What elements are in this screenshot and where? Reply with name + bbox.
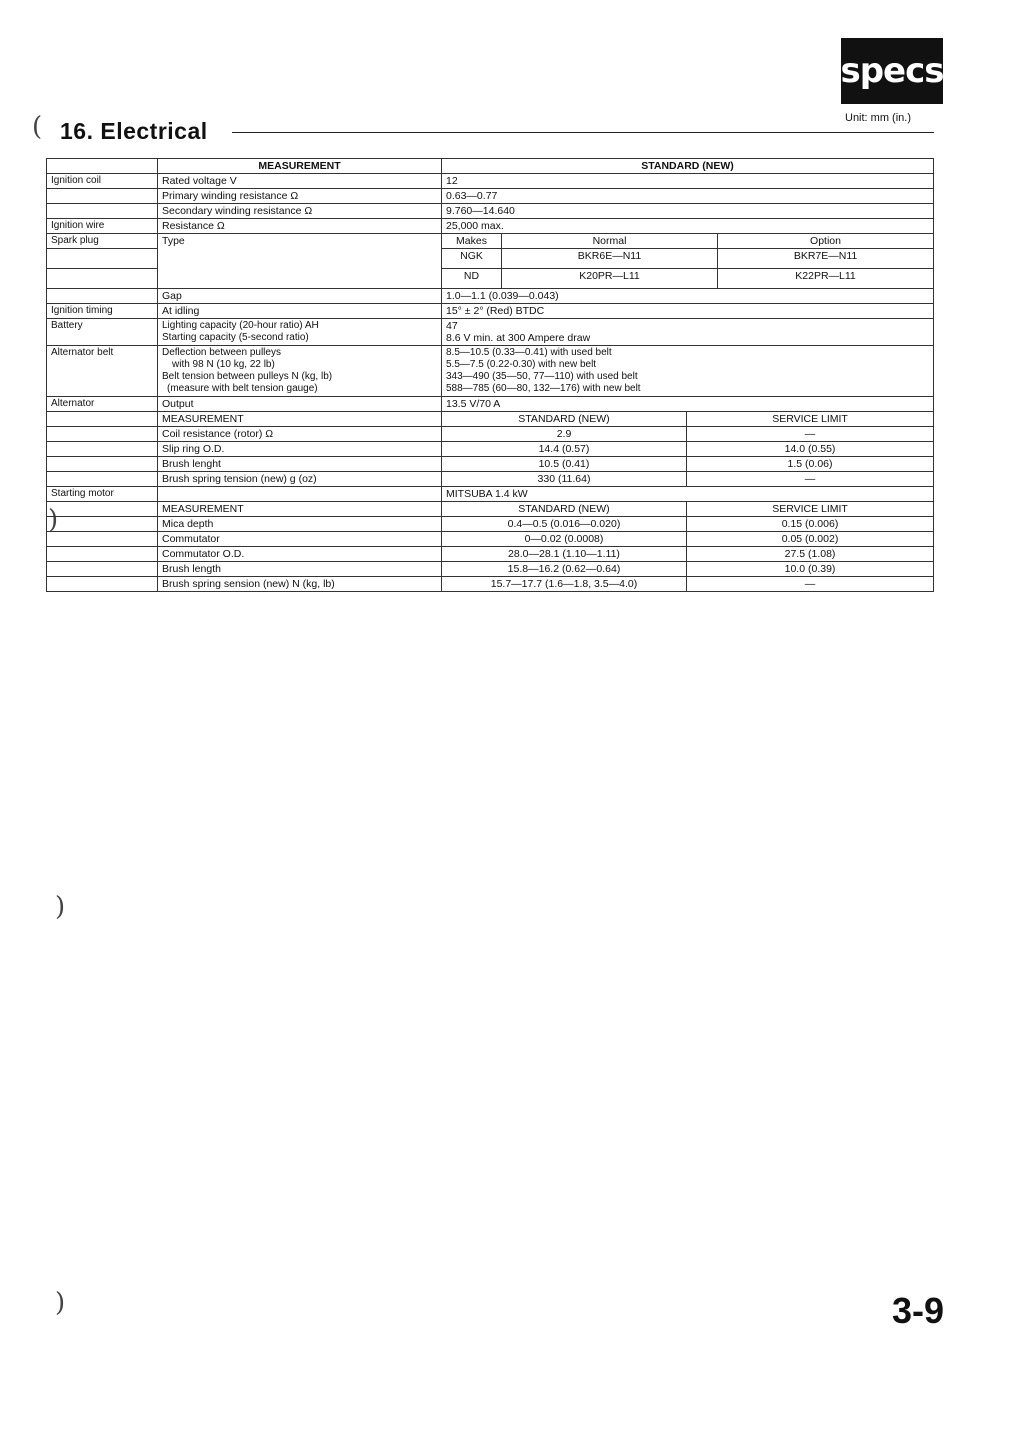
value-cell: 13.5 V/70 A xyxy=(442,397,934,412)
measurement-cell: Commutator O.D. xyxy=(158,547,442,562)
limit-cell: 10.0 (0.39) xyxy=(687,562,934,577)
option-plug-cell: BKR7E—N11 xyxy=(718,249,934,269)
table-row xyxy=(47,189,934,204)
deflection-new-value: 5.5—7.5 (0.22-0.30) with new belt xyxy=(446,359,597,370)
standard-cell: 0.4—0.5 (0.016—0.020) xyxy=(442,517,687,532)
measurement-cell: Gap xyxy=(158,289,442,304)
table-row xyxy=(47,517,934,532)
value-cell xyxy=(442,346,934,397)
value-cell: 9.760—14.640 xyxy=(442,204,934,219)
standard-cell: 10.5 (0.41) xyxy=(442,457,687,472)
make-cell: ND xyxy=(442,269,502,289)
binding-mark-mid: ) xyxy=(48,505,59,535)
deflection-label: Deflection between pulleys xyxy=(162,347,281,358)
standard-cell: 14.4 (0.57) xyxy=(442,442,687,457)
normal-header: Normal xyxy=(502,234,718,249)
category-ignition-timing: Ignition timing xyxy=(47,304,158,319)
unit-label: Unit: mm (in.) xyxy=(845,112,911,124)
section-title: 16. Electrical xyxy=(60,118,208,144)
option-plug-cell: K22PR—L11 xyxy=(718,269,934,289)
table-row xyxy=(47,319,934,346)
corner-cell xyxy=(47,159,158,174)
binding-mark-lower: ) xyxy=(55,892,66,922)
limit-cell: — xyxy=(687,577,934,592)
value-cell: MITSUBA 1.4 kW xyxy=(442,487,934,502)
table-row xyxy=(47,219,934,234)
sub-limit-header: SERVICE LIMIT xyxy=(687,412,934,427)
table-row xyxy=(47,304,934,319)
standard-cell: 28.0—28.1 (1.10—1.11) xyxy=(442,547,687,562)
measurement-cell: At idling xyxy=(158,304,442,319)
measurement-header: MEASUREMENT xyxy=(158,159,442,174)
tension-new-value: 588—785 (60—80, 132—176) with new belt xyxy=(446,383,641,394)
value-cell: 15° ± 2° (Red) BTDC xyxy=(442,304,934,319)
table-row xyxy=(47,487,934,502)
sub-measurement-header: MEASUREMENT xyxy=(158,502,442,517)
category-spark-plug: Spark plug xyxy=(47,234,158,249)
category-battery: Battery xyxy=(47,319,158,346)
table-header-row xyxy=(47,159,934,174)
table-row xyxy=(47,412,934,427)
starting-capacity-value: 8.6 V min. at 300 Ampere draw xyxy=(446,332,591,344)
table-row xyxy=(47,532,934,547)
tension-used-value: 343—490 (35—50, 77—110) with used belt xyxy=(446,371,638,382)
measurement-cell: Coil resistance (rotor) Ω xyxy=(158,427,442,442)
starting-capacity-label: Starting capacity (5-second ratio) xyxy=(162,332,309,343)
sub-measurement-header: MEASUREMENT xyxy=(158,412,442,427)
value-cell: 25,000 max. xyxy=(442,219,934,234)
standard-cell: 330 (11.64) xyxy=(442,472,687,487)
measurement-cell: Secondary winding resistance Ω xyxy=(158,204,442,219)
table-row xyxy=(47,174,934,189)
standard-cell: 2.9 xyxy=(442,427,687,442)
category-ignition-wire: Ignition wire xyxy=(47,219,158,234)
measurement-cell xyxy=(158,319,442,346)
specs-badge: specs xyxy=(841,38,943,104)
normal-plug-cell: BKR6E—N11 xyxy=(502,249,718,269)
table-row xyxy=(47,547,934,562)
belt-tension-note: (measure with belt tension gauge) xyxy=(167,383,318,394)
measurement-cell: Rated voltage V xyxy=(158,174,442,189)
binding-mark-bottom: ) xyxy=(55,1288,66,1318)
table-row xyxy=(47,397,934,412)
category-alternator: Alternator xyxy=(47,397,158,412)
measurement-cell: Commutator xyxy=(158,532,442,547)
table-row xyxy=(47,234,934,249)
measurement-cell: Type xyxy=(158,234,442,249)
table-row xyxy=(47,562,934,577)
deflection-used-value: 8.5—10.5 (0.33—0.41) with used belt xyxy=(446,347,612,358)
option-header: Option xyxy=(718,234,934,249)
table-row xyxy=(47,204,934,219)
title-rule xyxy=(232,132,934,133)
limit-cell: 0.05 (0.002) xyxy=(687,532,934,547)
deflection-load-label: with 98 N (10 kg, 22 lb) xyxy=(172,359,275,370)
measurement-cell: Slip ring O.D. xyxy=(158,442,442,457)
standard-cell: 15.7—17.7 (1.6—1.8, 3.5—4.0) xyxy=(442,577,687,592)
limit-cell: 0.15 (0.006) xyxy=(687,517,934,532)
binding-mark-top: ( xyxy=(32,112,43,142)
measurement-cell: Primary winding resistance Ω xyxy=(158,189,442,204)
measurement-cell: Output xyxy=(158,397,442,412)
standard-header: STANDARD (NEW) xyxy=(442,159,934,174)
limit-cell: 1.5 (0.06) xyxy=(687,457,934,472)
belt-tension-label: Belt tension between pulleys N (kg, lb) xyxy=(162,371,333,382)
table-row xyxy=(47,346,934,397)
sub-standard-header: STANDARD (NEW) xyxy=(442,502,687,517)
standard-cell: 15.8—16.2 (0.62—0.64) xyxy=(442,562,687,577)
table-row xyxy=(47,472,934,487)
standard-cell: 0—0.02 (0.0008) xyxy=(442,532,687,547)
category-starting-motor: Starting motor xyxy=(47,487,158,502)
measurement-cell: Mica depth xyxy=(158,517,442,532)
limit-cell: — xyxy=(687,472,934,487)
category-ignition-coil: Ignition coil xyxy=(47,174,158,189)
normal-plug-cell: K20PR—L11 xyxy=(502,269,718,289)
table-row xyxy=(47,502,934,517)
table-row xyxy=(47,442,934,457)
measurement-cell: Brush spring sension (new) N (kg, lb) xyxy=(158,577,442,592)
makes-header: Makes xyxy=(442,234,502,249)
measurement-cell: Brush spring tension (new) g (oz) xyxy=(158,472,442,487)
table-row xyxy=(47,427,934,442)
sub-limit-header: SERVICE LIMIT xyxy=(687,502,934,517)
lighting-capacity-value: 47 xyxy=(446,320,458,332)
value-cell: 0.63—0.77 xyxy=(442,189,934,204)
limit-cell: — xyxy=(687,427,934,442)
table-row xyxy=(47,577,934,592)
table-row xyxy=(47,249,934,269)
page-number: 3-9 xyxy=(892,1290,945,1331)
measurement-cell: Resistance Ω xyxy=(158,219,442,234)
measurement-cell: Brush length xyxy=(158,562,442,577)
make-cell: NGK xyxy=(442,249,502,269)
limit-cell: 27.5 (1.08) xyxy=(687,547,934,562)
value-cell: 1.0—1.1 (0.039—0.043) xyxy=(442,289,934,304)
value-cell xyxy=(442,319,934,346)
limit-cell: 14.0 (0.55) xyxy=(687,442,934,457)
measurement-cell: Brush lenght xyxy=(158,457,442,472)
table-row xyxy=(47,289,934,304)
table-row xyxy=(47,457,934,472)
sub-standard-header: STANDARD (NEW) xyxy=(442,412,687,427)
value-cell: 12 xyxy=(442,174,934,189)
table-row xyxy=(47,269,934,289)
category-alternator-belt: Alternator belt xyxy=(47,346,158,397)
measurement-cell xyxy=(158,346,442,397)
electrical-spec-table xyxy=(46,158,934,592)
lighting-capacity-label: Lighting capacity (20-hour ratio) AH xyxy=(162,320,319,331)
